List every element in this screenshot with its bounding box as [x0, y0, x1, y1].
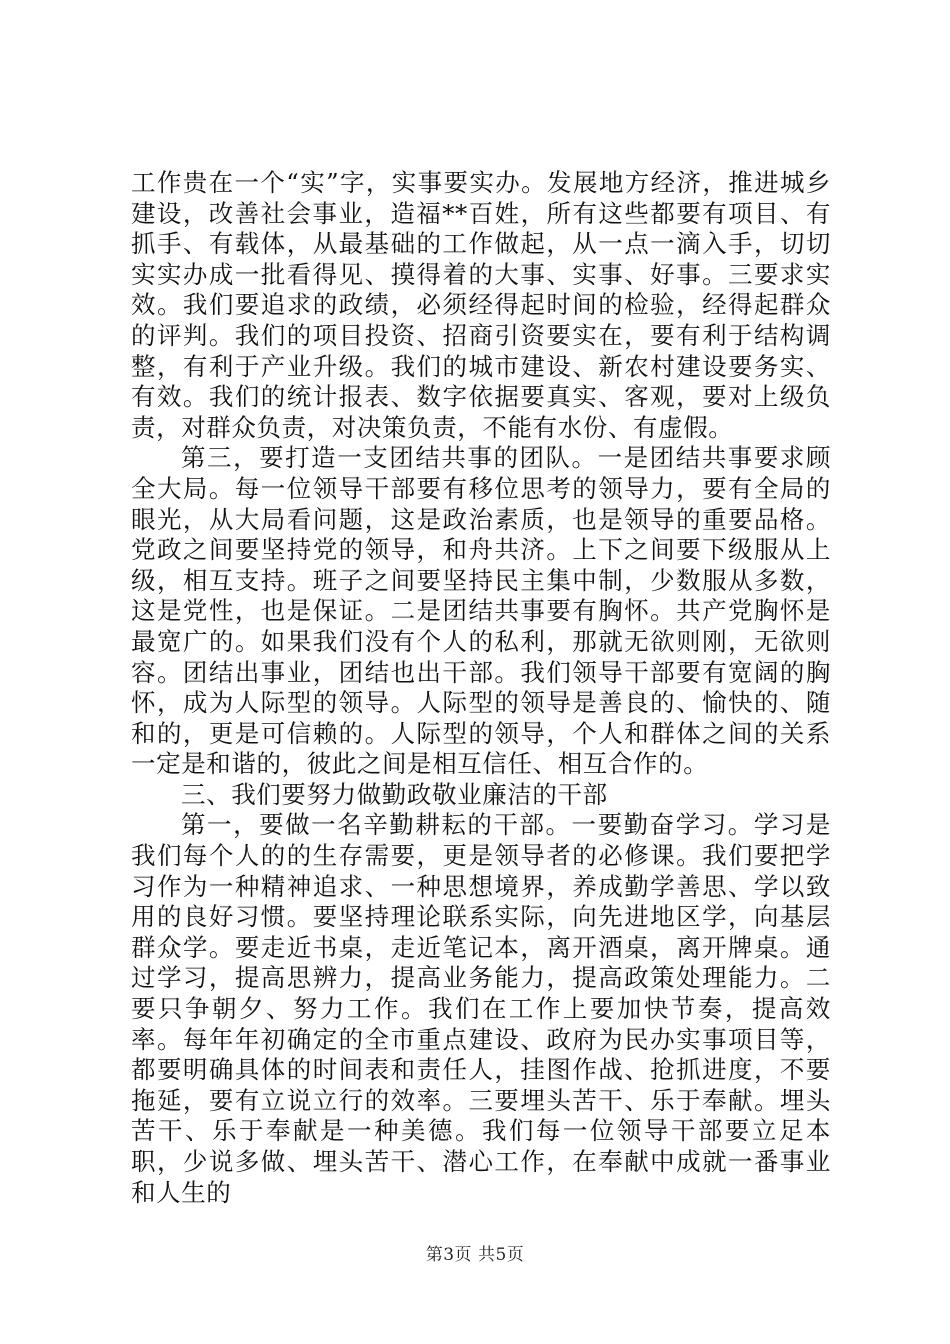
- paragraph-third-point: 第三，要打造一支团结共事的团队。一是团结共事要求顾全大局。每一位领导干部要有移位思考的领导力，要有全局的眼光，从大局看问题，这是政治素质，也是领导的重要品格。党政之间要坚持党的领导，和舟共济。上下之间要下级服从上级，相互支持。班子之间要坚持民主集中制，少数服从多数，这是党性，也是保证。二是团结共事要有胸怀。共产党胸怀是最宽广的。如果我们没有个人的私利，那就无欲则刚，无欲则容。团结出事业，团结也出干部。我们领导干部要有宽阔的胸怀，成为人际型的领导。人际型的领导是善良的、愉快的、随和的，更是可信赖的。人际型的领导，个人和群体之间的关系一定是和谐的，彼此之间是相互信任、相互合作的。: [131, 443, 831, 779]
- section-heading: 三、我们要努力做勤政敬业廉洁的干部: [181, 779, 608, 809]
- page-number-footer: 第3页 共5页: [425, 1245, 525, 1265]
- paragraph-continued: 工作贵在一个“实”字，实事要实办。发展地方经济，推进城乡建设，改善社会事业，造福**百姓，所有这些都要有项目、有抓手、有载体，从最基础的工作做起，从一点一滴入手，切切实实办成一批看得见、摸得着的大事、实事、好事。三要求实效。我们要追求的政绩，必须经得起时间的检验，经得起群众的评判。我们的项目投资、招商引资要实在，要有利于结构调整，有利于产业升级。我们的城市建设、新农村建设要务实、有效。我们的统计报表、数字依据要真实、客观，要对上级负责，对群众负责，对决策负责，不能有水份、有虚假。: [131, 168, 831, 442]
- document-body: [131, 168, 831, 1208]
- paragraph-first-point: 第一，要做一名辛勤耕耘的干部。一要勤奋学习。学习是我们每个人的的生存需要，更是领导者的必修课。我们要把学习作为一种精神追求、一种思想境界，养成勤学善思、学以致用的良好习惯。要坚持理论联系实际，向先进地区学，向基层群众学。要走近书桌，走近笔记本，离开酒桌，离开牌桌。通过学习，提高思辨力，提高业务能力，提高政策处理能力。二要只争朝夕、努力工作。我们在工作上要加快节奏，提高效率。每年年初确定的全市重点建设、政府为民办实事项目等，都要明确具体的时间表和责任人，挂图作战、抢抓进度，不要拖延，要有立说立行的效率。三要埋头苦干、乐于奉献。埋头苦干、乐于奉献是一种美德。我们每一位领导干部要立足本职，少说多做、埋头苦干、潜心工作，在奉献中成就一番事业和人生的: [131, 810, 831, 1207]
